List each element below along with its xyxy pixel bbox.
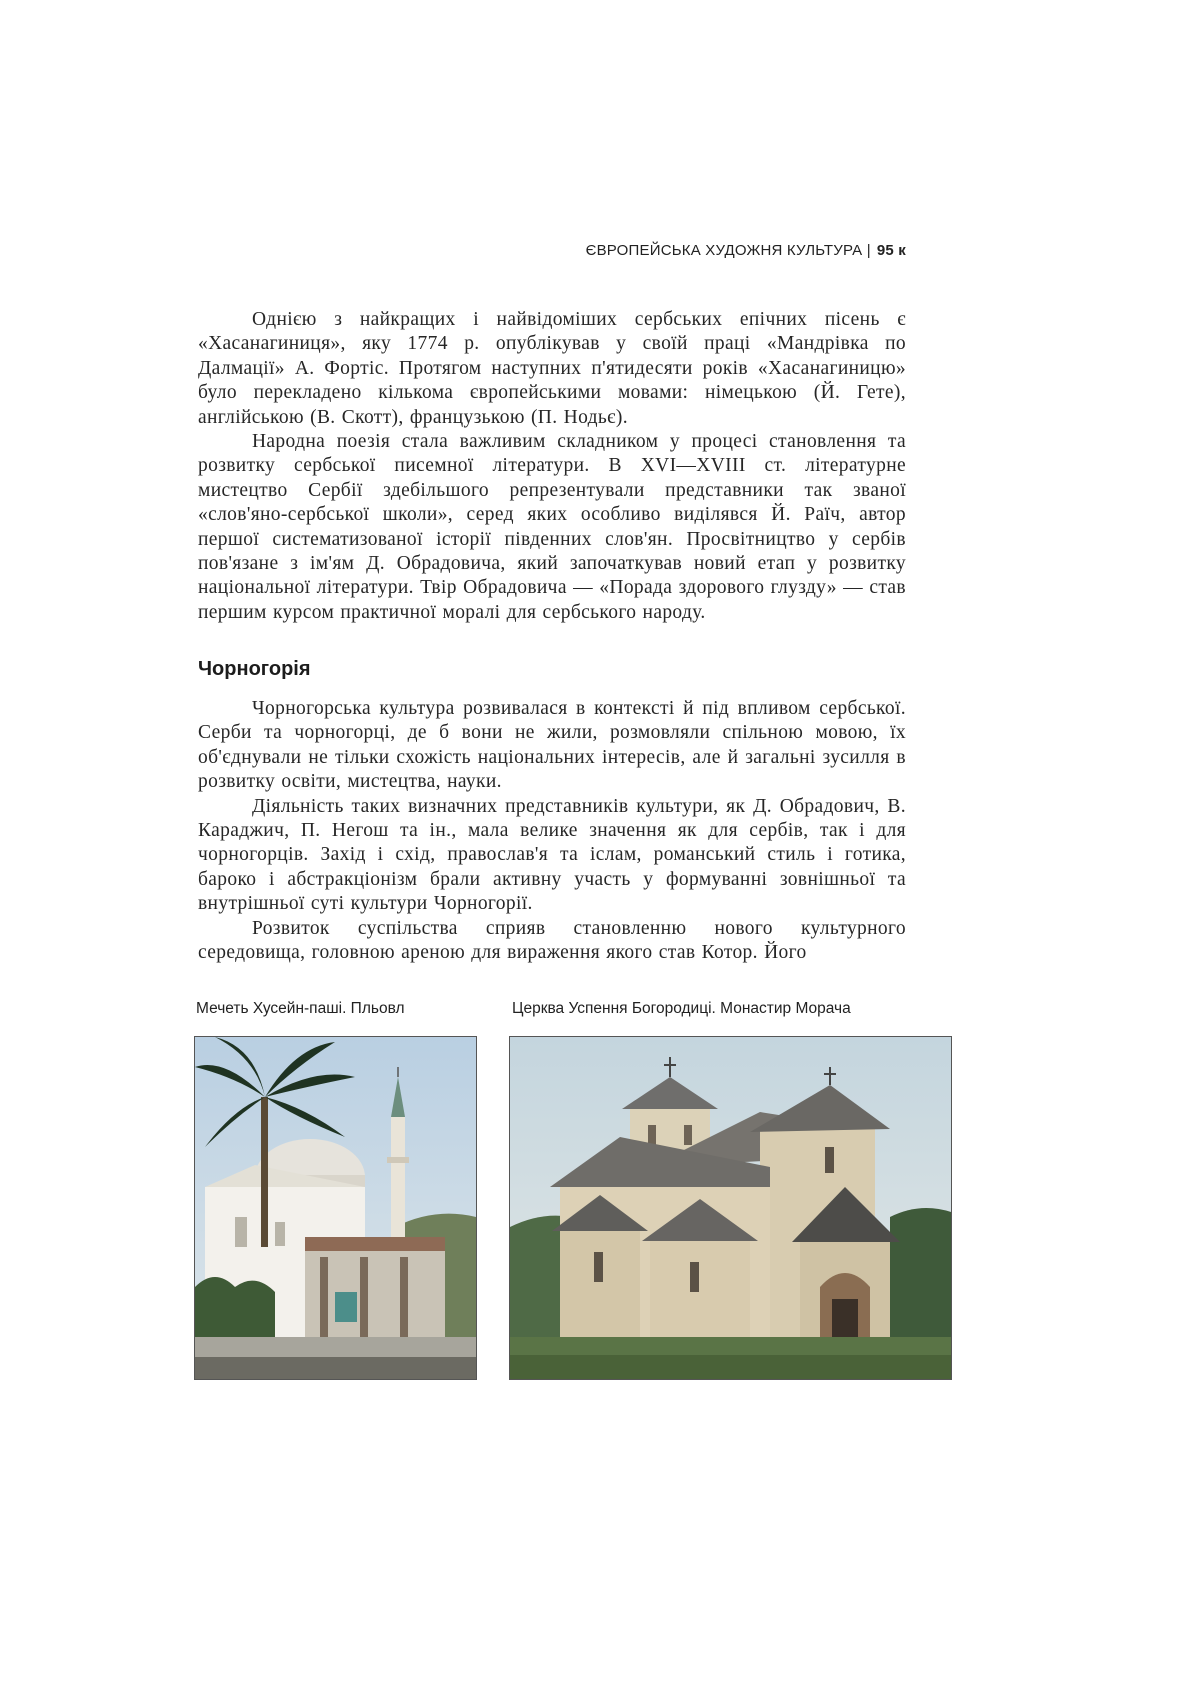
figure-caption-church: Церква Успення Богородиці. Монастир Морача [512, 1000, 851, 1017]
mosque-illustration [195, 1037, 476, 1379]
text-block-serbia [198, 308, 906, 625]
paragraph: Народна поезія стала важливим складником у процесі становлення та розвитку сербської писемної літератури. В XVI—XVIII ст. літературне мистецтво Сербії здебільшого репрезентували представники так званої «слов'яно-сербської школи», серед яких особливо виділявся Й. Раїч, автор першої систематизованої історії південних слов'ян. Просвітництво у сербів пов'язане з ім'ям Д. Обрадовича, який започаткував новий етап у розвитку національної літератури. Твір Обрадовича — «Порада здорового глузду» — став першим курсом практичної моралі для сербського народу. [198, 431, 906, 623]
paragraph: Однією з найкращих і найвідоміших сербських епічних пісень є «Хасанагиниця», яку 1774 р. опублікував у своїй праці «Мандрівка по Далмації» А. Фортіс. Протягом наступних п'ятидесяти років «Хасанагиницю» було перекладено кількома європейськими мовами: німецькою (Й. Гете), англійською (В. Скотт), французькою (П. Нодьє). [198, 309, 906, 428]
paragraph: Діяльність таких визначних представників культури, як Д. Обрадович, В. Караджич, П. Негош та ін., мала велике значення як для сербів, так і для чорногорців. Захід і схід, православ'я та іслам, романський стиль і готика, бароко і абстракціонізм брали активну участь у формуванні зовнішньої та внутрішньої суті культури Чорногорії. [198, 795, 906, 915]
text-block-montenegro [198, 697, 906, 965]
photo-church [509, 1036, 952, 1380]
running-head [560, 242, 906, 259]
paragraph: Чорногорська культура розвивалася в контексті й під впливом сербської. Серби та чорногорці, де б вони не жили, розмовляли спільною мовою, їх об'єднували не тільки схожість національних інтересів, але й загальні зусилля в розвитку освіти, мистецтва, науки. [198, 698, 906, 793]
page-number: 95 к [876, 242, 906, 259]
section-heading: Чорногорія [198, 658, 311, 680]
photo-mosque [194, 1036, 477, 1380]
figure-caption-mosque: Мечеть Хусейн-паші. Пльовл [196, 1000, 405, 1017]
paragraph: Розвиток суспільства сприяв становленню нового культурного середовища, головною ареною для вираження якого став Котор. Його [198, 917, 906, 964]
church-illustration [510, 1037, 951, 1379]
running-title: ЄВРОПЕЙСЬКА ХУДОЖНЯ КУЛЬТУРА | [585, 242, 871, 259]
